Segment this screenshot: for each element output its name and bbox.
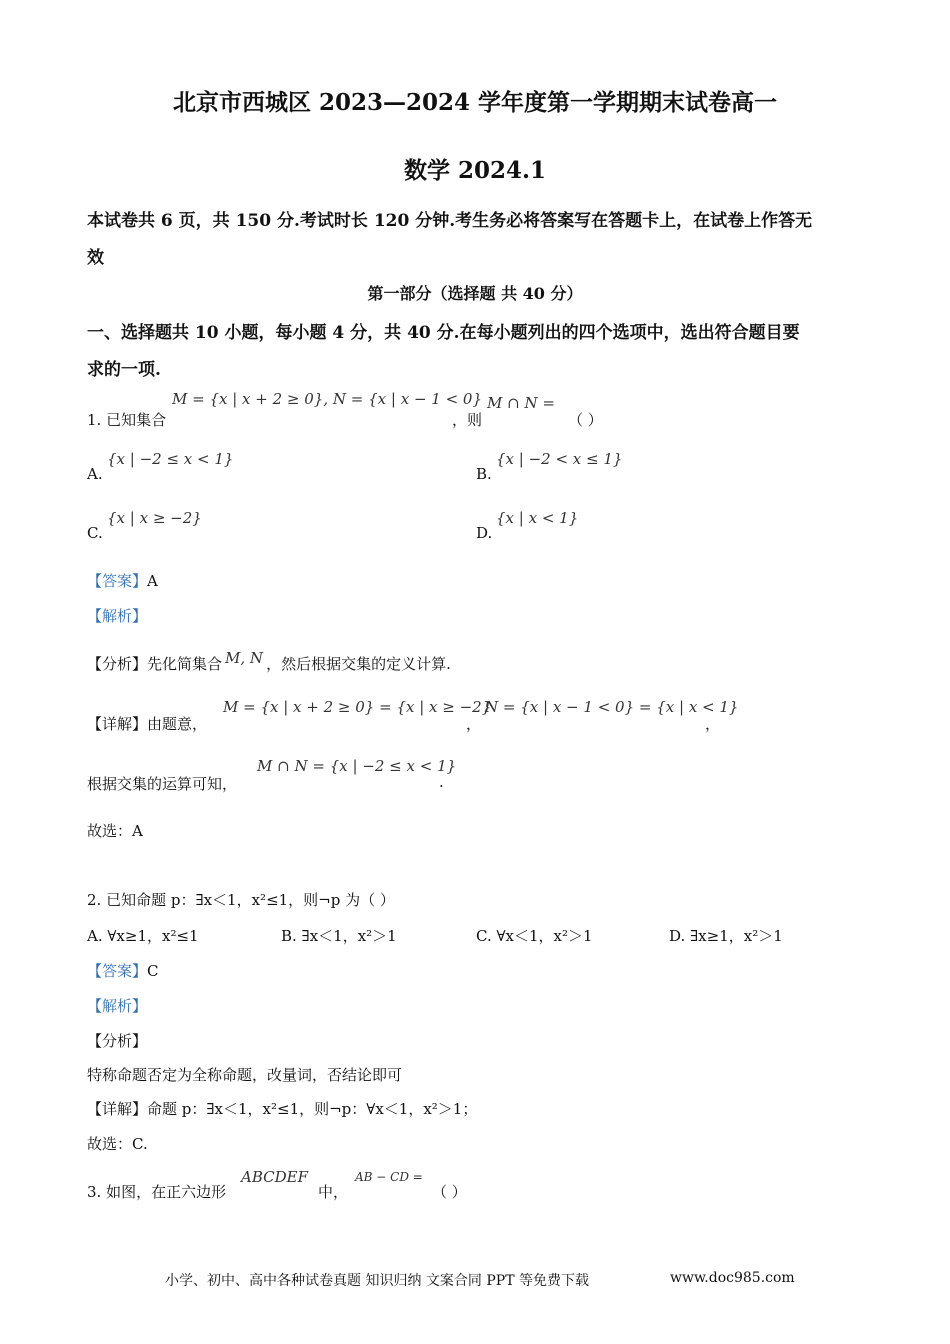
part1-heading: 第一部分（选择题 共 40 分） [367,284,583,303]
q1-stem-sets: M = {x | x + 2 ≥ 0}, N = {x | x − 1 < 0} [172,390,483,408]
q2-fenxi-text: 特称命题否定为全称命题，改量词，否结论即可 [87,1066,403,1084]
q1-option-c-label: C. [87,524,103,542]
detail-tag: 【详解】 [87,715,148,733]
q2-stem: 2. 已知命题 p：∃x＜1，x²≤1，则¬p 为（ ） [87,891,395,909]
q1-detail-set-n: N = {x | x − 1 < 0} = {x | x < 1} [485,698,739,716]
q1-fenxi [87,649,451,674]
q3-stem-mid: 中， [318,1183,349,1201]
answer-value: A [147,572,158,590]
q1-option-a-label: A. [87,465,103,483]
q2-choose: 故选：C. [87,1135,148,1153]
q3-stem-vector: AB − CD = [355,1170,423,1184]
q2-fenxi-tag: 【分析】 [87,1032,148,1050]
q2-option-b: B. ∃x＜1，x²＞1 [281,927,397,945]
q2-option-a: A. ∀x≥1，x²≤1 [87,927,199,945]
detail-text: 命题 p：∃x＜1，x²≤1，则¬p：∀x＜1，x²＞1； [147,1100,478,1118]
detail-pre: 由题意， [147,715,208,733]
exam-notice-line2: 效 [87,248,104,268]
q1-analysis-tag: 【解析】 [87,607,148,625]
q1-choose: 故选：A [87,822,143,840]
q1-stem-prefix: 1. 已知集合 [87,411,167,429]
answer-tag: 【答案】 [87,572,148,590]
q2-detail [87,1098,477,1119]
page-subtitle: 数学 2024.1 [403,157,547,184]
q1-stem-intersection: M ∩ N = [487,394,555,412]
part1-instruction-line1: 一、选择题共 10 小题，每小题 4 分，共 40 分.在每小题列出的四个选项中，选出符合题目要 [87,323,800,343]
q1-calc-result: M ∩ N = {x | −2 ≤ x < 1} [257,757,457,775]
q1-answer [87,570,158,591]
page-title: 北京市西城区 2023—2024 学年度第一学期期末试卷高一 [172,89,778,116]
q1-option-d-label: D. [476,524,493,542]
q1-option-c: {x | x ≥ −2} [107,509,202,527]
q1-option-b-label: B. [476,465,492,483]
q1-option-a: {x | −2 ≤ x < 1} [107,450,234,468]
fenxi-math: M, N [225,649,264,667]
q1-detail-end: ， [705,715,721,733]
q2-option-d: D. ∃x≥1，x²＞1 [669,927,783,945]
q1-calc-end: . [439,773,444,791]
q2-analysis-tag: 【解析】 [87,997,148,1015]
q1-calc-prefix: 根据交集的运算可知， [87,775,238,793]
exam-notice-line1: 本试卷共 6 页，共 150 分.考试时长 120 分钟.考生务必将答案写在答题卡上，在试卷上作答无 [87,211,813,231]
q1-stem-blank: （ ） [568,411,603,429]
footer-link[interactable]: www.doc985.com [670,1270,795,1286]
q1-option-d: {x | x < 1} [496,509,579,527]
answer-value: C [147,962,159,980]
detail-tag: 【详解】 [87,1100,148,1118]
q1-detail-set-m: M = {x | x + 2 ≥ 0} = {x | x ≥ −2} [223,698,492,716]
fenxi-tag: 【分析】 [87,655,148,673]
q2-answer [87,960,159,981]
fenxi-post: ，然后根据交集的定义计算. [266,655,451,673]
part1-instruction-line2: 求的一项. [87,360,161,380]
q3-stem-hexagon: ABCDEF [241,1168,308,1186]
q1-detail-prefix [87,713,207,734]
q3-stem-prefix: 3. 如图，在正六边形 [87,1183,227,1201]
fenxi-pre: 先化简集合 [147,655,223,673]
q3-stem-blank: （ ） [432,1183,467,1201]
q1-stem-then: ，则 [452,411,483,429]
answer-tag: 【答案】 [87,962,148,980]
q2-option-c: C. ∀x＜1，x²＞1 [476,927,593,945]
footer-promo: 小学、初中、高中各种试卷真题 知识归纳 文案合同 PPT 等免费下载 [165,1273,589,1289]
q1-option-b: {x | −2 < x ≤ 1} [496,450,623,468]
q1-detail-sep: ， [466,715,482,733]
